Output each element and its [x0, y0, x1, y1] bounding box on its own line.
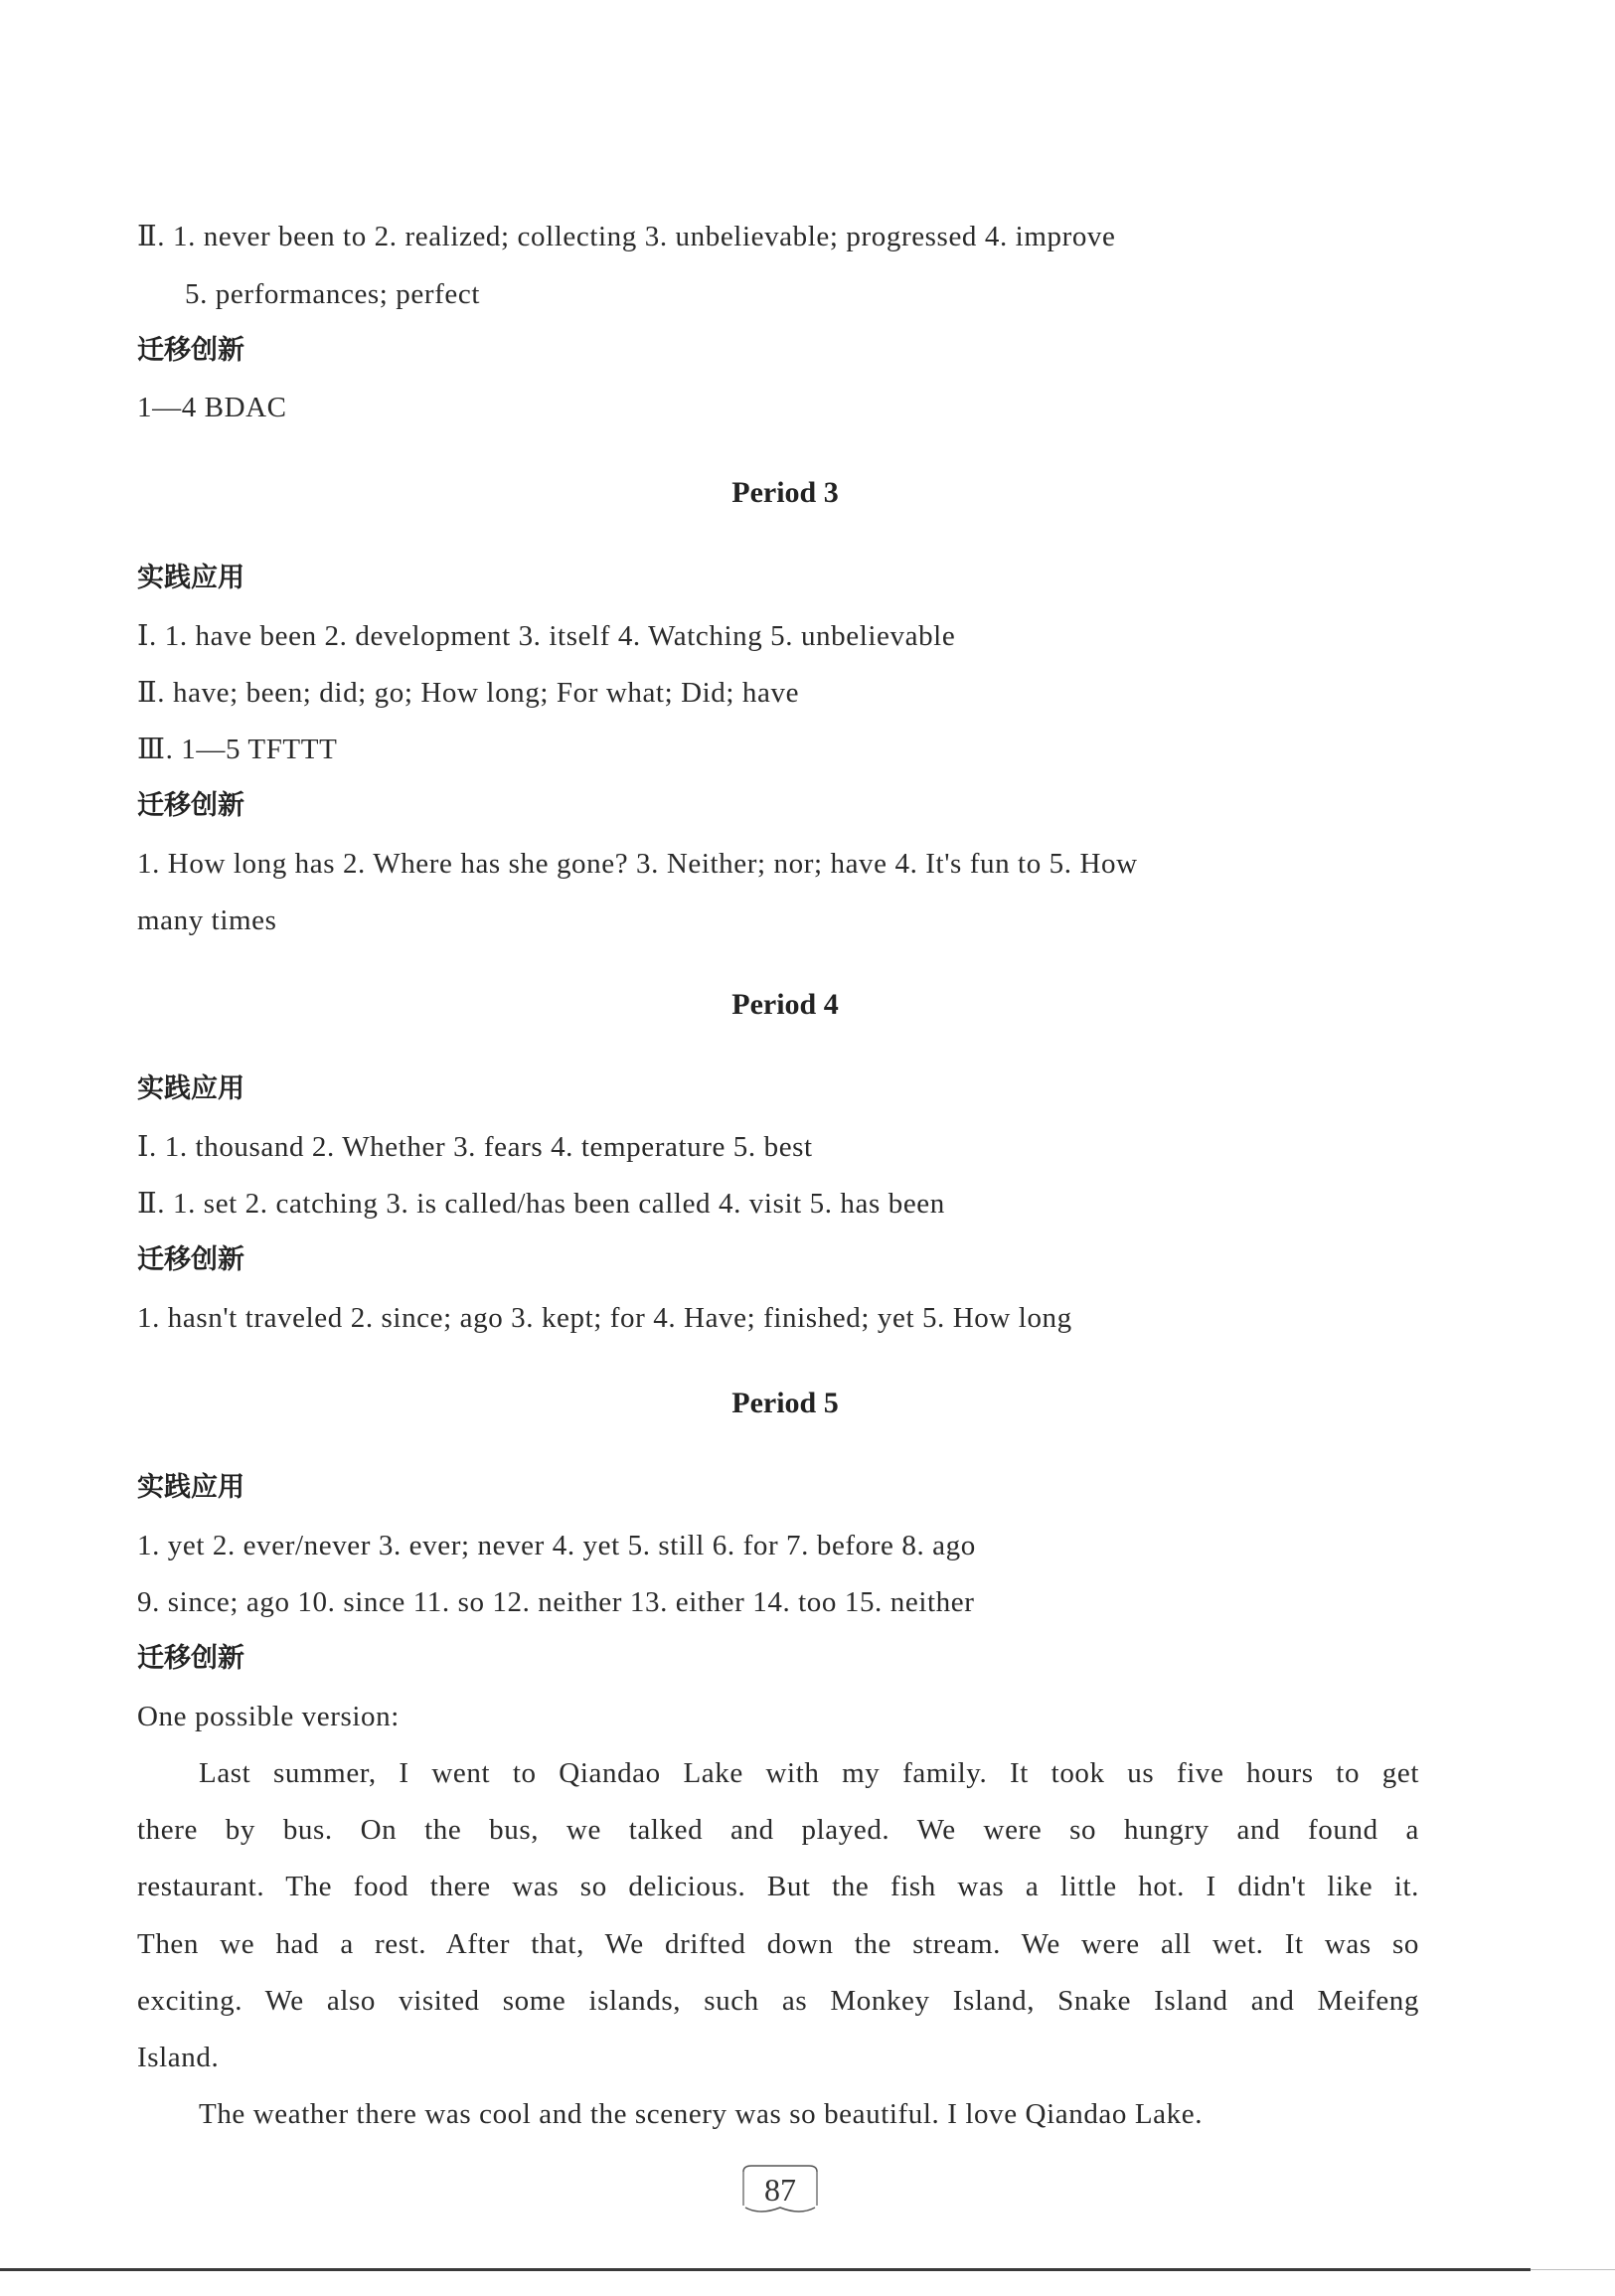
answer-line: Ⅰ. 1. thousand 2. Whether 3. fears 4. temperature 5. best — [137, 1131, 813, 1163]
footer-rule-tail — [1531, 2269, 1615, 2270]
answer-line: 9. since; ago 10. since 11. so 12. neither 13. either 14. too 15. neither — [137, 1586, 975, 1618]
answer-line: 1. How long has 2. Where has she gone? 3. Neither; nor; have 4. It's fun to 5. How — [137, 848, 1138, 880]
answer-line: many times — [137, 904, 277, 936]
answer-line: Ⅲ. 1—5 TFTTT — [137, 734, 338, 765]
answer-line: Ⅰ. 1. have been 2. development 3. itself 4. Watching 5. unbelievable — [137, 620, 956, 652]
period-title: Period 4 — [731, 988, 839, 1021]
essay-line: Then we had a rest. After that, We drifted down the stream. We were all wet. It was so — [137, 1928, 1419, 1960]
answer-line: 1—4 BDAC — [137, 392, 287, 423]
section-heading: 迁移创新 — [137, 1643, 244, 1674]
essay-line: exciting. We also visited some islands, such as Monkey Island, Snake Island and Meifeng — [137, 1985, 1419, 2017]
section-heading: 迁移创新 — [137, 335, 244, 366]
answer-line: 1. yet 2. ever/never 3. ever; never 4. yet 5. still 6. for 7. before 8. ago — [137, 1530, 976, 1561]
section-heading: 实践应用 — [137, 563, 244, 593]
period-title: Period 3 — [731, 476, 839, 509]
essay-line: Last summer, I went to Qiandao Lake with my family. It took us five hours to get — [199, 1757, 1419, 1789]
essay-line: restaurant. The food there was so delicious. But the fish was a little hot. I didn't like it. — [137, 1871, 1419, 1902]
answer-line: 5. performances; perfect — [185, 278, 480, 310]
essay-intro: One possible version: — [137, 1701, 400, 1732]
period-title: Period 5 — [731, 1387, 839, 1419]
answer-line: Ⅱ. have; been; did; go; How long; For what; Did; have — [137, 677, 800, 709]
answer-line: Ⅱ. 1. never been to 2. realized; collecting 3. unbelievable; progressed 4. improve — [137, 221, 1116, 252]
page-number — [735, 2162, 825, 2217]
section-heading: 实践应用 — [137, 1472, 244, 1503]
footer-rule — [0, 2268, 1531, 2271]
answer-line: 1. hasn't traveled 2. since; ago 3. kept; for 4. Have; finished; yet 5. How long — [137, 1302, 1072, 1334]
answer-line: Ⅱ. 1. set 2. catching 3. is called/has been called 4. visit 5. has been — [137, 1188, 945, 1220]
essay-line: The weather there was cool and the scenery was so beautiful. I love Qiandao Lake. — [199, 2098, 1204, 2130]
section-heading: 迁移创新 — [137, 790, 244, 821]
essay-line: there by bus. On the bus, we talked and played. We were so hungry and found a — [137, 1814, 1419, 1846]
page-number-text: 87 — [764, 2172, 796, 2208]
essay-line: Island. — [137, 2042, 220, 2073]
section-heading: 迁移创新 — [137, 1244, 244, 1275]
section-heading: 实践应用 — [137, 1073, 244, 1104]
